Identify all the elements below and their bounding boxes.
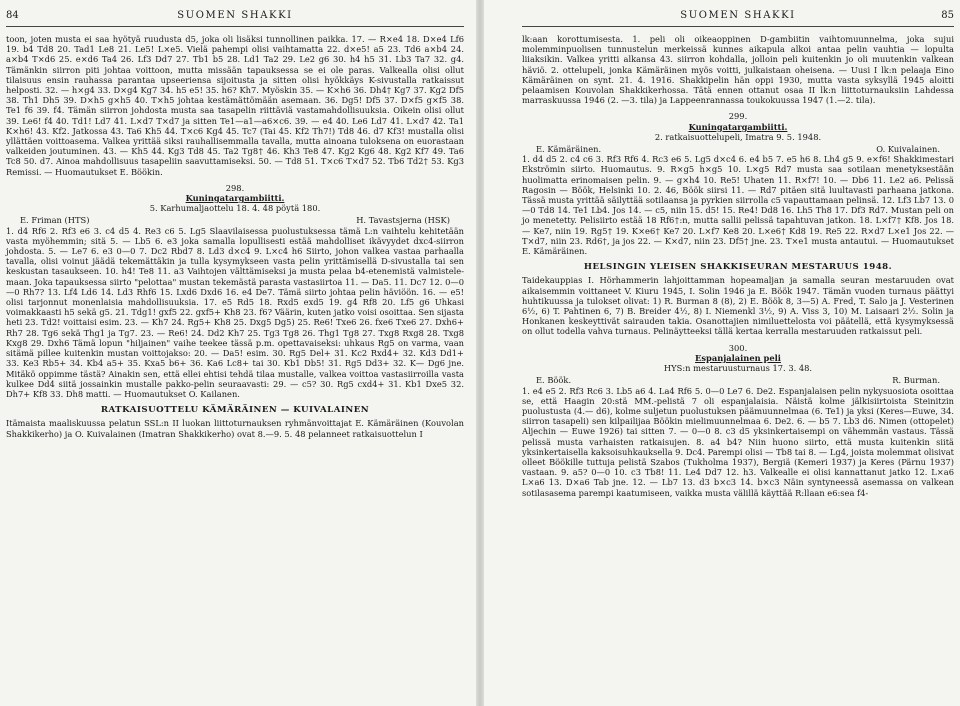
white-player: E. Kämäräinen.	[536, 144, 602, 155]
match-continuation: lk:aan korottumisesta. 1. peli oli oikeaoppinen D-gambiitin vaihtomuunnelma, joka sujui molemminpuolisen tunnustelun merkeissä kunnes aikapula alkoi antaa pelin vauhtia — lopulta liiaksikin. Valkea yritti alkansa 43. siirron kohdalla, jolloin peli kuitenkin jo oli muutenkin valkean häviö. 2. ottelupeli, jonka Kämäräinen myös voitti, julkaistaan oheisena. — Uusi I lk:n pelaaja Eino Kämäräinen on synt. 21. 4. 1916. Shakkipelin hän oppi 1930, mutta vasta syksyllä 1945 aloitti pelaamisen Kouvolan Shakkikerhossa. Tätä ennen ottanut osaa II lk:n liittoturnauksiin Lahdessa marraskuussa 1946 (2. —3. tila) ja Lappeenrannassa toukokuussa 1947 (1.—2. tila).	[522, 34, 954, 106]
page-number: 84	[6, 10, 19, 21]
event-line: 2. ratkaisuottelupeli, Imatra 9. 5. 1948.	[654, 131, 822, 142]
white-player: E. Friman (HTS)	[20, 215, 90, 226]
players-line	[536, 375, 940, 385]
right-page-body	[522, 34, 954, 498]
game-300-text: 1. e4 e5 2. Rf3 Rc6 3. Lb5 a6 4. La4 Rf6 5. 0—0 Le7 6. De2. Espanjalaisen pelin nykysuosiota osoittaa se, että Haagin 20:stä MM.-pelistä 7 oli espanjalaisia. Näistä kolme jälkisiirtoista Steinitzin puolustusta (4.— d6), kolme suljetun puolustuksen päämuunnelmaa (6. Te1) ja yksi (Keres—Euwe, 34. siirron tasapeli) sen kilpailijaa Böökin mielimuunnelmaa 6. De2. 6. — b5 7. Lb3 d6. Nimen (ottopelet) Aljechin — Euwe 1926) tai sitten 7. — 0—0 8. c3 d5 yksinkertaisempi on vähemmän vastaus. Tässä pelissä musta varhaisten ratkaisujen. 8. a4 b4? Niin huono siirto, että musta kuitenkin siitä yksinkertaisella kaksoisuhkauksella 9. Dc4. Parempi olisi — Tb8 tai 8. — Lg4, joista molemmat olisivat olleet Böökille tuttuja pelistä Szabos (Tukholma 1937), Bergiä (Kemeri 1937) ja Keres (Pärnu 1937) vastaan. 9. a5? 0—0 10. c3 Tb8! 11. Le4 Dd7 12. h3. Valkealle ei olisi kannattanut jatko 12. L×a6 L×a6 13. D×a6 Tab jne. 12. — Lb7 13. d3 b×c3 14. b×c3 Näin syntyneessä asemassa on valkean sotilasasema parempi kaatumiseen, vaikka musta välillä käyttää R:llaan e6:sea f4-	[522, 385, 954, 498]
game-298-text: 1. d4 Rf6 2. Rf3 e6 3. c4 d5 4. Re3 c6 5. Lg5 Slaavilaisessa puolustuksessa tämä L:n vaihtelu kehitetään vasta myöhemmin; sitä 5. — Lb5 6. e3 joka samalla lopullisesti estää mahdolliset ikävyydet dxc4-siirron johdosta. 5. — Le7 6. e3 0—0 7. Dc2 Rbd7 8. Ld3 d×c4 9. L×c4 h6 Siirto, johon valkea vastaa parhaalla tavalla, olisi voinut jäädä tekemättäkin ja tulla kysymykseen vasta pelin yrittämisellä D-sivustalla tai sen keskustan tasaukseen. 10. h4! Te8 11. a3 Vaihtojen välttämiseksi ja musta pelaa b4-etenemistä valmistele-maan. Joka tapauksessa siirto "pelottaa" mustan tekemästä parasta vastasiirtoa 11. — Da5. 11. Dc7 12. 0—0—0 Rh7? 13. Lf4 Ld6 14. Ld3 Rhf6 15. Lxd6 Dxd6 16. e4 De7. Tämä siirto johtaa pelin häviöön. 16. — e5! olisi tarjonnut monenlaisia mahdollisuuksia. 17. e5 Rd5 18. Rxd5 exd5 19. g4 Rf8 20. Lf5 g6 Uhkasi voimakkaasti h5 sekä g5. 21. Tdg1! gxf5 22. gxf5+ Kh8 23. f6? Väärin, kuten jatko voisi osoittaa. Sen sijasta heti 23. Td2! voittaisi esim. 23. — Kh7 24. Rg5+ Kh8 25. Dxg5 Dg5) 25. Re6! Txe6 26. fxe6 Txe6 27. Dxh6+ Rh7 28. Tg6 sekä Thg1 ja Tg7. 23. — Re6! 24. Dd2 Kh7 25. Tg3 Tg8 26. Thg1 Tg8 27. Txg8 Rxg8 28. Txg8 Kxg8 29. Dxh6 Tämä lopun "hiljainen" vaihe teekee tässä p.m. opettavaiseksi: uhkaus Rg5 on varma, vaan sitämä pillee kuitenkin mustan voittojakso: 20. — Da5! esim. 30. Rg5 Del+ 31. Kc2 Rxd4+ 32. Kd3 Dd1+ 33. Ke3 Rb5+ 34. Kb4 a5+ 35. Kxa5 b6+ 36. Ka6 Lc8+ tai 30. Kb1 Db5! 31. Rg5 Dd3+ 32. K— Dg6 jne. Mitäkö oppimme tästä? Ainakin sen, että ellei ehtisi tehdä tilaa mustalle, valkea voittoa vastasiirroilla vasta kulkee Dd4 siitä jossainkin mustalle pakko-pelin seuraavasti: 29. — c5? 30. Rg5 cxd4+ 31. Kb1 Dxe5 32. Dh7+ Kf8 33. Dh8 matti. — Huomautukset O. Kailanen.	[6, 225, 464, 399]
game-number: 298.	[225, 182, 245, 193]
event-line: HYS:n mestaruusturnaus 17. 3. 48.	[663, 363, 813, 374]
white-player: E. Böök.	[536, 375, 572, 386]
opening-title: Kuningatargambiitti.	[688, 121, 788, 132]
black-player: H. Tavastsjerna (HSK)	[356, 215, 450, 226]
left-page	[0, 0, 478, 706]
opening-title: Kuningatargambiitti.	[185, 193, 285, 204]
black-player: O. Kuivalainen.	[876, 144, 940, 155]
right-page-header	[522, 8, 954, 27]
championship-section-title: HELSINGIN YLEISEN SHAKKISEURAN MESTARUUS 1948.	[583, 262, 893, 273]
running-title: SUOMEN SHAKKI	[177, 10, 293, 21]
game-299-header	[522, 111, 954, 142]
game-298-header	[6, 183, 464, 214]
event-line: 5. Karhumaljaottelu 18. 4. 48 pöytä 180.	[149, 203, 321, 214]
game-commentary: toon, joten musta ei saa hyötyä ruudusta d5, joka oli lisäksi tunnollinen paikka. 17. — R×e4 18. D×e4 Lf6 19. b4 Td8 20. Tad1 Le8 21. Le5! L×e5. Vielä pahempi olisi vaihtamatta 22. d×e5! a5 23. Td6 a×b4 24. a×b4 T×d6 25. e×d6 Ta4 26. Lf3 Dd7 27. Tb1 b5 28. Ld1 Ta2 29. Le2 g6 30. h4 h5 31. Lb3 Ta7 32. g4. Tämänkin siirron piti johtaa voittoon, mutta missään tapauksessa se ei ole paras. Valkealla olisi ollut tilaisuus ensin rauhassa parantaa upseeriensa sijoitusta ja sitten olisi hyökkäys K-sivustalla ratkaissut helposti. 32. — h×g4 33. D×g4 Kg7 34. h5 e5! 35. h6? Kh7. Myöskin 35. — K×h6 36. Dh4† Kg7 37. Kg2 Df5 38. Th1 Dh5 39. D×h5 g×h5 40. T×h5 johtaa kestämättömään asemaan. 36. Dg5! Df5 37. D×f5 g×f5 38. Te1 f6 39. f4. Tämän siirron johdosta musta saa tasapelin riittäviä vastamahdollisuuksia. Oikein olisi ollut 39. Le6! f4 40. Td1! Ld7 41. L×d7 T×d7 ja sitten Te1—a1—a6×c6. 39. — e4 40. Le6 Ld7 41. L×d7 42. Ta1 K×h6! 43. Kf2. Jatkossa 43. Ta6 Kh5 44. T×c6 Kg4 45. Tc7 (Tai 45. Kf2 Th7!) Td8 46. d7 Kf3! mustalla olisi yllättäen voittoasema. Valkea yrittää siksi rauhallisemmalla tavalla, mutta ainoana tuloksena on euorastaan valkeiden joutuminen. 43. — Kh5 44. Kg3 Td8 45. Ta2 Tg8† 46. Kh3 Te8 47. Kg2 Kg6 48. Kg2 Kf7 49. Ta6 Tc8 50. d7. Ainoa mahdollisuus tasapeliin saavuttamiseksi. 50. — Td8 51. T×c6 T×d7 52. Tb6 Td2† 53. Kg3 Remissi. — Huomautukset E. Böökin.	[6, 34, 464, 177]
players-line	[536, 144, 940, 154]
page-number: 85	[941, 10, 954, 21]
left-page-header	[6, 8, 464, 27]
game-number: 299.	[728, 111, 748, 122]
game-300-header	[522, 343, 954, 374]
players-line	[20, 215, 450, 225]
black-player: R. Burman.	[892, 375, 940, 386]
match-text: Itämaista maaliskuussa pelatun SSL:n II luokan liittoturnauksen ryhmänvoittajat E. Kämäräinen (Kouvolan Shakkikerho) ja O. Kuivalainen (Imatran Shakkikerho) ovat 8.—9. 5. 48 pelanneet ratkaisuottelun I	[6, 418, 464, 439]
running-title: SUOMEN SHAKKI	[680, 10, 796, 21]
left-page-body	[6, 34, 464, 439]
game-299-text: 1. d4 d5 2. c4 c6 3. Rf3 Rf6 4. Rc3 e6 5. Lg5 d×c4 6. e4 b5 7. e5 h6 8. Lh4 g5 9. e×f6! Shakkimestari Ekströmin siirto. Huomautus. 9. R×g5 h×g5 10. L×g5 Rd7 musta saa sotilaan menetyksestään huolimatta erinomaisen pelin. 9. — g×h4 10. Re5! Uhaten 11. R×f7! 10. — Db6 11. Le2 a6. Pelissä Ragosin — Böök, Helsinki 10. 2. 46, Böök siirsi 11. — Rd7 pitäen sitä luultavasti parhaana jatkona. Tässä musta yrittää säilyttää sotilaansa ja pyrkien siirrolla c5 vapauttamaan pelinsä. 12. Lf3 Lb7 13. 0—0 Td8 14. Te1 Lb4. Jos 14. — c5, niin 15. d5! 15. Re4! Dd8 16. Lh5 Th8 17. Df3 Rd7. Mustan peli on jo menetetty. Pelisiirto estää 18 Rf6†:n, mutta sallii pelissä tapahtuvan jatkon. 18. L×f7† Kf8. Jos 18. — Ke7, niin 19. Rg5† 19. K×e6† Ke7 20. L×f7 Ke8 20. L×e6† Kd8 19. Re5 22. R×d7 L×e1 Jos 22. — T×d7, niin 23. Rd6†, ja jos 22. — K×d7, niin 23. Df5† jne. 23. T×e1 musta antautui. — Huomautukset E. Kämäräinen.	[522, 154, 954, 257]
game-number: 300.	[728, 342, 748, 353]
championship-text: Taidekauppias I. Hörhammerin lahjoittamman hopeamaljan ja samalla seuran mestaruuden ovat aikaisemmin voittaneet V. Kiuru 1945, I. Solin 1946 ja E. Böök 1947. Tämän vuoden turnaus päättyi huhtikuussa ja tulokset olivat: 1) R. Burman 8 (8), 2) E. Böök 8, 3—5) A. Fred, T. Salo ja J. Vesterinen 6½, 6) T. Pahtinen 6, 7) B. Breider 4½, 8) I. Niemenkl 3½, 9) A. Viss 3, 10) M. Laisaari 2½. Solin ja Honkanen keskeyttivät sairauden takia. Osanottajien nimiluettelosta voi päätellä, että kysymyksessä on ollut todella vahva turnaus. Pelinäytteeksi tällä kertaa kerralla mestaruuden ratkaissut peli.	[522, 275, 954, 337]
right-page	[482, 0, 960, 706]
opening-title: Espanjalainen peli	[695, 352, 781, 363]
match-section-title: RATKAISUOTTELU KÄMÄRÄINEN — KUIVALAINEN	[100, 405, 370, 416]
